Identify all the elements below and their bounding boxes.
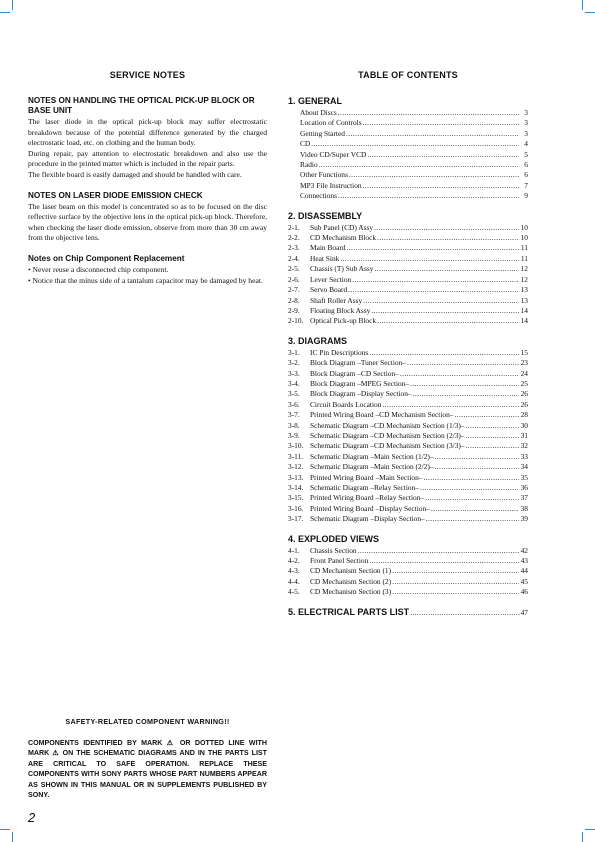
optical-paragraph-2: During repair, pay attention to electrostatic breakdown and also use the procedure in the printed matter which is included in the repair parts. xyxy=(28,148,267,169)
toc-entry-number: 3-5. xyxy=(288,389,300,399)
toc-entry-page: 25 xyxy=(520,378,528,388)
toc-leader-dots xyxy=(392,577,519,587)
toc-section-exploded: 4. EXPLODED VIEWS xyxy=(288,533,380,544)
toc-entry-title: CD Mechanism Block xyxy=(310,233,377,243)
toc-entry-number: 4-5. xyxy=(288,587,300,597)
toc-entry[interactable] xyxy=(288,108,528,118)
toc-entry-title: Schematic Diagram –Display Section– xyxy=(310,514,425,524)
toc-entry-title: IC Pin Descriptions xyxy=(310,347,369,357)
toc-entry-title: Chassis (T) Sub Assy xyxy=(310,264,374,274)
toc-general-list xyxy=(288,108,528,202)
toc-section-diagrams: 3. DIAGRAMS xyxy=(288,335,348,346)
toc-entry-title: Block Diagram –Tuner Section– xyxy=(310,358,406,368)
toc-entry-number: 3-13. xyxy=(288,472,304,482)
toc-entry-title: MP3 File Instruction xyxy=(300,180,362,190)
toc-leader-dots xyxy=(363,181,519,191)
safety-warning-body: COMPONENTS IDENTIFIED BY MARK ⚠ OR DOTTED LINE WITH MARK ⚠ ON THE SCHEMATIC DIAGRAMS AND IN THE PARTS LIST ARE CRITICAL TO SAFE OPERATION. REPLACE THESE COMPONENTS WITH SONY PARTS WHOSE PART NUMBERS APPEAR AS SHOWN IN THIS MANUAL OR IN SUPPLEMENTS PUBLISHED BY SONY. xyxy=(28,739,267,800)
toc-section-parts-list[interactable] xyxy=(288,607,528,617)
toc-entry[interactable] xyxy=(288,473,528,483)
toc-leader-dots xyxy=(349,170,519,180)
toc-entry[interactable] xyxy=(288,129,528,139)
toc-leader-dots xyxy=(311,139,519,149)
toc-entry[interactable] xyxy=(288,410,528,420)
toc-entry-title: Sub Panel (CD) Assy xyxy=(310,222,374,232)
toc-entry-page: 6 xyxy=(524,170,528,180)
toc-entry-page: 14 xyxy=(520,316,528,326)
toc-entry[interactable] xyxy=(288,170,528,180)
crop-mark xyxy=(12,832,13,842)
toc-entry-page: 31 xyxy=(520,430,528,440)
toc-leader-dots xyxy=(340,254,519,264)
toc-entry-page: 3 xyxy=(524,118,528,128)
toc-parts-page: 47 xyxy=(520,607,528,617)
toc-leader-dots xyxy=(374,264,519,274)
toc-entry[interactable] xyxy=(288,556,528,566)
toc-entry[interactable] xyxy=(288,462,528,472)
toc-entry[interactable] xyxy=(288,348,528,358)
toc-leader-dots xyxy=(454,410,519,420)
toc-entry[interactable] xyxy=(288,587,528,597)
toc-entry-title: Location of Controls xyxy=(300,118,362,128)
toc-entry-page: 12 xyxy=(520,264,528,274)
toc-entry[interactable] xyxy=(288,316,528,326)
toc-entry-page: 7 xyxy=(524,180,528,190)
toc-entry[interactable] xyxy=(288,285,528,295)
toc-entry-title: Chassis Section xyxy=(310,545,357,555)
toc-title: TABLE OF CONTENTS xyxy=(358,70,458,80)
toc-entry-title: Video CD/Super VCD xyxy=(300,149,367,159)
toc-entry-number: 2-5. xyxy=(288,264,300,274)
toc-entry[interactable] xyxy=(288,118,528,128)
toc-entry[interactable] xyxy=(288,400,528,410)
toc-leader-dots xyxy=(358,546,519,556)
toc-entry-page: 34 xyxy=(520,462,528,472)
toc-entry-number: 2-2. xyxy=(288,233,300,243)
toc-entry[interactable] xyxy=(288,275,528,285)
toc-leader-dots xyxy=(374,223,519,233)
toc-leader-dots xyxy=(435,452,519,462)
toc-leader-dots xyxy=(435,462,519,472)
toc-entry[interactable] xyxy=(288,306,528,316)
toc-entry-page: 10 xyxy=(520,233,528,243)
toc-entry-number: 2-9. xyxy=(288,305,300,315)
toc-leader-dots xyxy=(392,566,519,576)
toc-entry[interactable] xyxy=(288,431,528,441)
crop-mark xyxy=(0,829,10,830)
toc-entry[interactable] xyxy=(288,441,528,451)
toc-entry-number: 3-7. xyxy=(288,410,300,420)
toc-leader-dots xyxy=(426,514,519,524)
toc-entry-title: Servo Board xyxy=(310,285,348,295)
toc-leader-dots xyxy=(347,243,519,253)
crop-mark xyxy=(585,12,595,13)
toc-leader-dots xyxy=(410,608,519,617)
toc-leader-dots xyxy=(369,556,519,566)
toc-column xyxy=(288,70,528,617)
toc-leader-dots xyxy=(425,493,519,503)
toc-entry-title: Connections xyxy=(300,191,337,201)
toc-entry-page: 6 xyxy=(524,160,528,170)
toc-entry[interactable] xyxy=(288,233,528,243)
toc-leader-dots xyxy=(377,233,519,243)
toc-entry-page: 15 xyxy=(520,347,528,357)
toc-entry-title: Printed Wiring Board –Display Section– xyxy=(310,503,430,513)
toc-entry-title: Front Panel Section xyxy=(310,556,369,566)
toc-entry-page: 28 xyxy=(520,410,528,420)
toc-entry-page: 37 xyxy=(520,493,528,503)
toc-entry-page: 12 xyxy=(520,274,528,284)
optical-paragraph-1: The laser diode in the optical pick-up block may suffer electrostatic breakdown because of the potential difference generated by the charged electrostatic load, etc. on clothing and the human body. xyxy=(28,117,267,148)
toc-entry[interactable] xyxy=(288,223,528,233)
toc-entry-title: Optical Pick-up Block xyxy=(310,316,377,326)
toc-entry-number: 4-3. xyxy=(288,566,300,576)
toc-entry-number: 4-1. xyxy=(288,545,300,555)
toc-leader-dots xyxy=(382,400,519,410)
toc-entry[interactable] xyxy=(288,150,528,160)
toc-entry-page: 38 xyxy=(520,503,528,513)
toc-entry-number: 3-10. xyxy=(288,441,304,451)
service-notes-column xyxy=(28,70,267,286)
toc-entry-number: 3-6. xyxy=(288,399,300,409)
crop-mark xyxy=(585,829,595,830)
toc-entry[interactable] xyxy=(288,181,528,191)
toc-entry-number: 3-11. xyxy=(288,451,304,461)
toc-entry-title: Block Diagram –Display Section– xyxy=(310,389,412,399)
toc-diagrams-list xyxy=(288,348,528,525)
toc-entry[interactable] xyxy=(288,483,528,493)
toc-entry-page: 32 xyxy=(520,441,528,451)
toc-entry-number: 3-15. xyxy=(288,493,304,503)
toc-entry-page: 3 xyxy=(524,128,528,138)
toc-leader-dots xyxy=(338,191,519,201)
toc-entry-number: 4-2. xyxy=(288,556,300,566)
toc-entry-number: 3-14. xyxy=(288,483,304,492)
toc-entry-title: Block Diagram –MPEG Section– xyxy=(310,378,410,388)
toc-leader-dots xyxy=(369,348,519,358)
toc-section-general: 1. GENERAL xyxy=(288,96,343,106)
toc-entry-number: 2-7. xyxy=(288,285,300,295)
service-notes-title: SERVICE NOTES xyxy=(109,70,186,80)
toc-leader-dots xyxy=(319,160,519,170)
toc-entry-title: CD Mechanism Section (2) xyxy=(310,576,392,586)
crop-mark xyxy=(0,12,10,13)
toc-leader-dots xyxy=(407,358,519,368)
toc-entry[interactable] xyxy=(288,139,528,149)
toc-entry-title: Block Diagram –CD Section– xyxy=(310,368,399,378)
toc-entry-number: 3-1. xyxy=(288,347,300,357)
toc-entry-page: 26 xyxy=(520,389,528,399)
page-number: 2 xyxy=(28,810,36,825)
toc-entry-title: Schematic Diagram –Relay Section– xyxy=(310,483,419,492)
toc-entry-title: CD xyxy=(300,139,311,149)
toc-entry-page: 45 xyxy=(520,576,528,586)
toc-entry[interactable] xyxy=(288,514,528,524)
toc-entry-number: 2-3. xyxy=(288,243,300,253)
toc-entry-title: CD Mechanism Section (1) xyxy=(310,566,392,576)
chip-bullet-2: • Notice that the minus side of a tantalum capacitor may be damaged by heat. xyxy=(28,275,263,285)
toc-entry-page: 33 xyxy=(520,451,528,461)
crop-mark xyxy=(582,832,583,842)
toc-entry[interactable] xyxy=(288,254,528,264)
toc-leader-dots xyxy=(423,473,519,483)
toc-entry[interactable] xyxy=(288,566,528,576)
toc-entry-title: Printed Wiring Board –Main Section– xyxy=(310,472,423,482)
toc-entry-page: 36 xyxy=(520,483,528,492)
toc-leader-dots xyxy=(400,369,519,379)
toc-entry[interactable] xyxy=(288,358,528,368)
toc-leader-dots xyxy=(346,129,519,139)
toc-entry-number: 2-6. xyxy=(288,274,300,284)
toc-entry-title: Schematic Diagram –CD Mechanism Section (2/3)– xyxy=(310,430,465,440)
toc-entry[interactable] xyxy=(288,369,528,379)
toc-entry-page: 14 xyxy=(520,305,528,315)
toc-entry[interactable] xyxy=(288,379,528,389)
toc-entry-page: 35 xyxy=(520,472,528,482)
toc-entry-number: 3-9. xyxy=(288,430,300,440)
toc-leader-dots xyxy=(466,431,519,441)
toc-parts-title: 5. ELECTRICAL PARTS LIST xyxy=(288,606,410,617)
toc-leader-dots xyxy=(363,296,519,306)
crop-mark xyxy=(12,0,13,10)
toc-entry-title: Schematic Diagram –CD Mechanism Section (1/3)– xyxy=(310,420,465,430)
toc-entry-number: 3-2. xyxy=(288,358,300,368)
toc-entry[interactable] xyxy=(288,452,528,462)
toc-entry-number: 2-8. xyxy=(288,295,300,305)
toc-entry-page: 30 xyxy=(520,420,528,430)
optical-pickup-heading: NOTES ON HANDLING THE OPTICAL PICK-UP BLOCK OR BASE UNIT xyxy=(28,96,255,115)
toc-entry-title: Schematic Diagram –Main Section (1/2)– xyxy=(310,451,434,461)
safety-warning xyxy=(28,717,267,800)
toc-entry-page: 43 xyxy=(520,556,528,566)
toc-entry[interactable] xyxy=(288,243,528,253)
toc-entry-number: 4-4. xyxy=(288,576,300,586)
toc-entry-number: 3-17. xyxy=(288,514,304,524)
toc-entry-page: 24 xyxy=(520,368,528,378)
toc-entry-page: 39 xyxy=(520,514,528,524)
toc-entry-page: 5 xyxy=(524,149,528,159)
toc-leader-dots xyxy=(371,306,519,316)
safety-warning-title: SAFETY-RELATED COMPONENT WARNING!! xyxy=(65,717,230,726)
toc-entry[interactable] xyxy=(288,577,528,587)
toc-leader-dots xyxy=(420,483,519,493)
toc-entry-page: 13 xyxy=(520,285,528,295)
toc-entry-page: 13 xyxy=(520,295,528,305)
toc-entry[interactable] xyxy=(288,504,528,514)
toc-entry-page: 10 xyxy=(520,222,528,232)
toc-leader-dots xyxy=(413,389,519,399)
toc-entry-title: Shaft Roller Assy xyxy=(310,295,363,305)
toc-entry-title: Schematic Diagram –CD Mechanism Section (3/3)– xyxy=(310,441,465,451)
toc-entry-title: Main Board xyxy=(310,243,346,253)
toc-entry-title: About Discs xyxy=(300,108,337,117)
toc-entry[interactable] xyxy=(288,160,528,170)
toc-leader-dots xyxy=(466,441,519,451)
toc-entry-title: Radio xyxy=(300,160,318,170)
toc-entry-page: 11 xyxy=(520,253,528,263)
toc-entry-number: 3-16. xyxy=(288,503,304,513)
toc-entry-number: 3-4. xyxy=(288,378,300,388)
toc-leader-dots xyxy=(431,504,519,514)
toc-entry-title: Floating Block Assy xyxy=(310,305,371,315)
toc-entry-page: 9 xyxy=(524,191,528,201)
toc-entry-number: 3-12. xyxy=(288,462,304,472)
toc-leader-dots xyxy=(466,421,519,431)
crop-mark xyxy=(582,0,583,10)
chip-bullet-1: • Never reuse a disconnected chip component. xyxy=(28,264,169,274)
chip-replacement-heading: Notes on Chip Component Replacement xyxy=(28,253,185,263)
toc-entry-number: 2-1. xyxy=(288,222,300,232)
toc-leader-dots xyxy=(410,379,519,389)
toc-entry[interactable] xyxy=(288,264,528,274)
toc-entry-page: 4 xyxy=(524,139,528,149)
toc-entry-title: Circuit Boards Location xyxy=(310,399,382,409)
toc-entry-number: 2-10. xyxy=(288,316,304,326)
toc-entry[interactable] xyxy=(288,296,528,306)
toc-entry-title: CD Mechanism Section (3) xyxy=(310,587,392,597)
toc-entry-number: 2-4. xyxy=(288,253,300,263)
toc-entry-number: 3-8. xyxy=(288,420,300,430)
toc-leader-dots xyxy=(392,587,519,597)
toc-leader-dots xyxy=(377,316,519,326)
toc-exploded-list xyxy=(288,546,528,598)
toc-leader-dots xyxy=(367,150,519,160)
toc-entry-title: Lever Section xyxy=(310,274,352,284)
toc-entry-page: 44 xyxy=(520,566,528,576)
toc-entry-title: Printed Wiring Board –CD Mechanism Section– xyxy=(310,410,454,420)
toc-entry-title: Heat Sink xyxy=(310,253,340,263)
toc-section-disassembly: 2. DISASSEMBLY xyxy=(288,210,363,221)
toc-leader-dots xyxy=(363,118,519,128)
toc-entry-title: Getting Started xyxy=(300,128,345,138)
laser-check-paragraph: The laser beam on this model is concentrated so as to be focused on the disc reflective surface by the objective lens in the optical pick-up block. Therefore, when checking the laser diode emission, observe from more than 30 cm away from the objective lens. xyxy=(28,201,267,243)
toc-leader-dots xyxy=(338,108,519,118)
toc-entry-title: Printed Wiring Board –Relay Section– xyxy=(310,493,425,503)
toc-entry-page: 3 xyxy=(524,108,528,117)
laser-check-heading: NOTES ON LASER DIODE EMISSION CHECK xyxy=(28,190,203,200)
toc-entry[interactable] xyxy=(288,191,528,201)
toc-entry[interactable] xyxy=(288,493,528,503)
toc-leader-dots xyxy=(348,285,519,295)
toc-entry-page: 26 xyxy=(520,399,528,409)
toc-disassembly-list xyxy=(288,223,528,327)
optical-paragraph-3: The flexible board is easily damaged and should be handled with care. xyxy=(28,169,242,179)
toc-leader-dots xyxy=(352,275,519,285)
toc-entry-page: 11 xyxy=(520,243,528,253)
toc-entry[interactable] xyxy=(288,421,528,431)
toc-entry-page: 46 xyxy=(520,587,528,597)
toc-entry-page: 42 xyxy=(520,545,528,555)
toc-entry-title: Other Functions xyxy=(300,170,348,180)
toc-entry[interactable] xyxy=(288,389,528,399)
toc-entry-title: Schematic Diagram –Main Section (2/2)– xyxy=(310,462,434,472)
toc-entry-page: 23 xyxy=(520,358,528,368)
toc-entry-number: 3-3. xyxy=(288,368,300,378)
toc-entry[interactable] xyxy=(288,546,528,556)
